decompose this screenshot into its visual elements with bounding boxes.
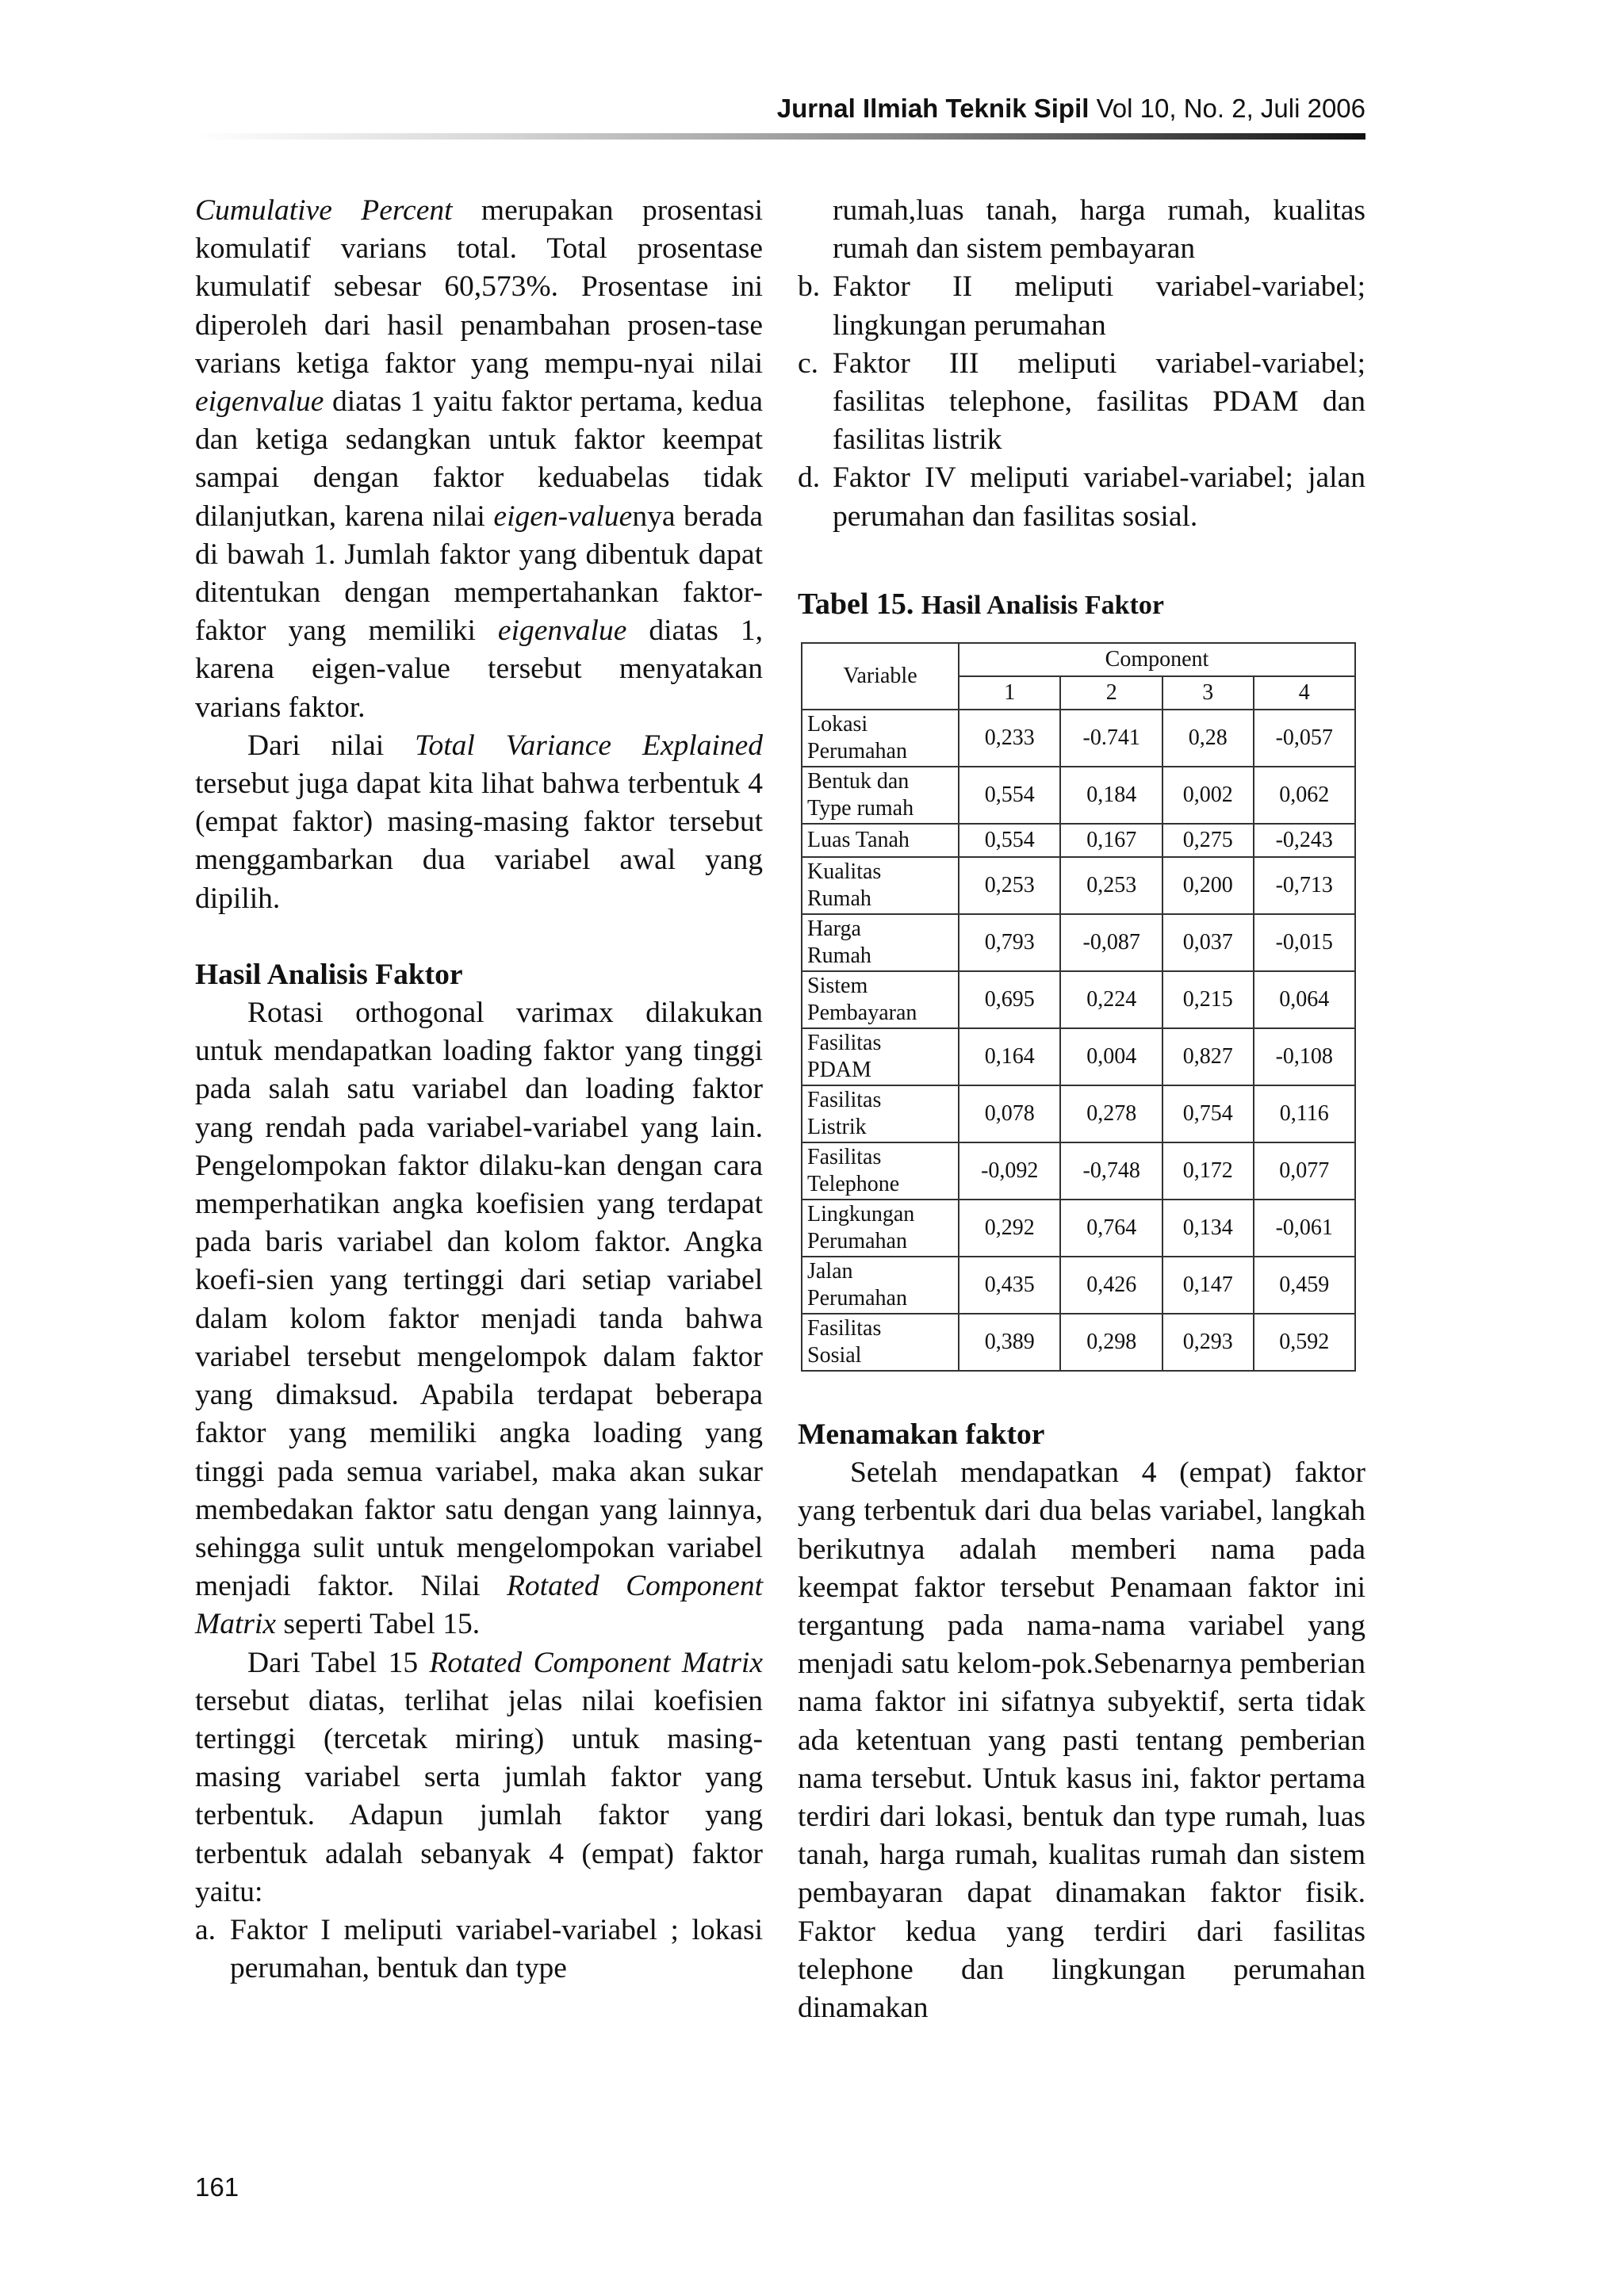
text: nya berada di bawah 1. Jumlah faktor yang dibentuk dapat ditentukan dengan mempertahankan faktor-faktor yang memiliki: [195, 499, 763, 648]
variable-cell: [802, 1142, 959, 1200]
table-row: [802, 824, 1355, 857]
loading-cell: 0,389: [959, 1314, 1060, 1371]
list-text: Faktor II meliputi variabel-variabel; lingkungan perumahan: [833, 270, 1365, 342]
loading-cell: 0,253: [959, 857, 1060, 914]
loading-cell: 0,435: [959, 1257, 1060, 1314]
loading-cell: 0,293: [1162, 1314, 1254, 1371]
text: seperti Tabel 15.: [276, 1608, 481, 1641]
loading-cell: 0,077: [1254, 1142, 1355, 1200]
caption-title: Hasil Analisis Faktor: [921, 590, 1164, 620]
loading-cell: 0,278: [1060, 1085, 1162, 1142]
list-marker-blank: [798, 192, 833, 268]
table-row: [802, 767, 1355, 824]
left-column: [195, 192, 763, 1988]
variable-label: Perumahan: [807, 739, 907, 764]
text: Rotasi orthogonal varimax dilakukan untuk mendapatkan loading faktor yang tinggi pada salah satu variabel dan loading faktor yang rendah pada variabel-variabel yang lain. Pengelompokan faktor dilaku-kan dengan cara memperhatikan angka koefisien yang terdapat pada baris variabel dan kolom faktor. Angka koefi-sien yang tertinggi dari setiap variabel dalam kolom faktor menjadi tanda bahwa variabel tersebut mengelompok dalam faktor yang dimaksud. Apabila terdapat beberapa faktor yang memiliki angka loading yang tinggi pada semua variabel, maka akan sukar membedakan faktor satu dengan yang lainnya, sehingga sulit untuk mengelompokan variabel menjadi faktor. Nilai: [195, 997, 763, 1603]
text: diatas 1, karena eigen-value tersebut menyatakan varians faktor.: [195, 614, 763, 724]
variable-label: Perumahan: [807, 1229, 907, 1254]
loading-cell: 0,164: [959, 1028, 1060, 1085]
list-item-a: [195, 1911, 763, 1988]
paragraph-menamakan: Setelah mendapatkan 4 (empat) faktor yang terbentuk dari dua belas variabel, langkah berikutnya adalah memberi nama pada keempat faktor tersebut Penamaan faktor ini tergantung pada nama-nama variabel yang menjadi satu kelom-pok.Sebenarnya pemberian nama faktor ini sifatnya subyektif, serta tidak ada ketentuan yang pasti tentang pemberian nama tersebut. Untuk kasus ini, faktor pertama terdiri dari lokasi, bentuk dan type rumah, luas tanah, harga rumah, kualitas rumah dan sistem pembayaran dapat dinamakan faktor fisik. Faktor kedua yang terdiri dari fasilitas telephone dan lingkungan perumahan dinamakan: [798, 1456, 1365, 2025]
variable-cell: [802, 1257, 959, 1314]
journal-name: Jurnal Ilmiah Teknik Sipil: [776, 94, 1090, 123]
loading-cell: 0,695: [959, 971, 1060, 1028]
variable-cell: [802, 1085, 959, 1142]
paragraph-dari-tabel: [195, 1644, 763, 1911]
loading-cell: 0,200: [1162, 857, 1254, 914]
variable-label: Fasilitas: [807, 1145, 882, 1170]
loading-cell: 0,426: [1060, 1257, 1162, 1314]
variable-cell: [802, 971, 959, 1028]
variable-cell: [802, 1028, 959, 1085]
variable-label: Luas Tanah: [807, 828, 910, 853]
table-row: [802, 971, 1355, 1028]
variable-header: Variable: [802, 643, 959, 710]
list-item-d: [798, 459, 1365, 535]
loading-cell: 0,253: [1060, 857, 1162, 914]
variable-label: Jalan: [807, 1259, 853, 1284]
paragraph-rotasi: [195, 994, 763, 1644]
variable-label: Type rumah: [807, 796, 914, 821]
loading-cell: 0,292: [959, 1200, 1060, 1257]
list-item-b: [798, 268, 1365, 344]
table-row: [802, 710, 1355, 767]
variable-label: Listrik: [807, 1115, 867, 1140]
term: eigenvalue: [497, 614, 627, 648]
variable-label: Kualitas: [807, 859, 882, 885]
loading-cell: 0,298: [1060, 1314, 1162, 1371]
loading-cell: -0,092: [959, 1142, 1060, 1200]
list-marker: d.: [798, 461, 821, 495]
term: Total Variance Explained: [415, 729, 763, 762]
loading-cell: 0,827: [1162, 1028, 1254, 1085]
loading-cell: 0,793: [959, 914, 1060, 971]
loading-cell: 0,134: [1162, 1200, 1254, 1257]
loading-cell: -0,108: [1254, 1028, 1355, 1085]
loading-cell: 0,037: [1162, 914, 1254, 971]
caption-label: Tabel 15.: [798, 587, 921, 621]
variable-cell: [802, 767, 959, 824]
text: tersebut diatas, terlihat jelas nilai koefisien tertinggi (tercetak miring) untuk masing-masing variabel serta jumlah faktor yang terbentuk. Adapun jumlah faktor yang terbentuk adalah sebanyak 4 (empat) faktor yaitu:: [195, 1684, 763, 1908]
paragraph-cumulative: [195, 192, 763, 727]
table-row: [802, 1257, 1355, 1314]
loading-cell: 0,459: [1254, 1257, 1355, 1314]
loading-cell: 0,215: [1162, 971, 1254, 1028]
variable-label: Sistem: [807, 974, 868, 999]
component-header: Component: [959, 643, 1355, 676]
column-header: 2: [1060, 676, 1162, 710]
loading-cell: 0,064: [1254, 971, 1355, 1028]
variable-label: Fasilitas: [807, 1088, 882, 1113]
column-header: 4: [1254, 676, 1355, 710]
text: merupakan prosentasi komulatif varians total. Total prosentase kumulatif sebesar 60,573%. Prosentase ini diperoleh dari hasil penambahan prosen-tase varians ketiga faktor yang mempu-nyai nilai: [195, 194, 763, 380]
page-number: 161: [195, 2172, 239, 2202]
journal-issue: Vol 10, No. 2, Juli 2006: [1089, 94, 1365, 123]
factor-table: [801, 642, 1356, 1372]
text: tersebut juga dapat kita lihat bahwa terbentuk 4 (empat faktor) masing-masing faktor tersebut menggambarkan dua variabel awal yang dipilih.: [195, 767, 763, 915]
variable-cell: [802, 857, 959, 914]
variable-label: Bentuk dan: [807, 769, 910, 794]
loading-cell: -0,243: [1254, 824, 1355, 857]
list-item-a-continued: [798, 192, 1365, 268]
loading-cell: 0,004: [1060, 1028, 1162, 1085]
term: Rotated Component Matrix: [429, 1646, 763, 1679]
paragraph-total-variance: [195, 727, 763, 918]
loading-cell: 0,078: [959, 1085, 1060, 1142]
section-heading: Menamakan faktor: [798, 1418, 1045, 1452]
variable-label: Lokasi: [807, 712, 868, 737]
list-marker: a.: [195, 1913, 216, 1946]
table-row: [802, 1142, 1355, 1200]
section-heading: Hasil Analisis Faktor: [195, 958, 463, 991]
variable-cell: [802, 1200, 959, 1257]
list-text: Faktor I meliputi variabel-variabel ; lokasi perumahan, bentuk dan type: [230, 1913, 763, 1985]
list-marker: c.: [798, 346, 819, 380]
loading-cell: 0,554: [959, 767, 1060, 824]
list-marker: b.: [798, 270, 821, 304]
variable-label: Rumah: [807, 886, 871, 912]
text: diatas 1 yaitu faktor pertama, kedua dan ketiga sedangkan untuk faktor keempat sampai dengan faktor keduabelas tidak dilanjutkan, karena nilai: [195, 385, 763, 533]
loading-cell: 0,592: [1254, 1314, 1355, 1371]
running-header: [195, 94, 1365, 124]
text: Dari nilai: [247, 729, 416, 762]
variable-label: Rumah: [807, 943, 871, 969]
variable-cell: [802, 1314, 959, 1371]
right-column: [798, 192, 1365, 2027]
loading-cell: -0,015: [1254, 914, 1355, 971]
table-row: [802, 1028, 1355, 1085]
loading-cell: -0,087: [1060, 914, 1162, 971]
loading-cell: 0,167: [1060, 824, 1162, 857]
column-header: 3: [1162, 676, 1254, 710]
variable-cell: [802, 914, 959, 971]
loading-cell: -0,713: [1254, 857, 1355, 914]
variable-cell: [802, 824, 959, 857]
term: eigen-value: [493, 499, 633, 533]
variable-label: Sosial: [807, 1343, 862, 1368]
loading-cell: 0,275: [1162, 824, 1254, 857]
loading-cell: 0,147: [1162, 1257, 1254, 1314]
loading-cell: -0,061: [1254, 1200, 1355, 1257]
table-caption: [798, 585, 1365, 625]
loading-cell: 0,002: [1162, 767, 1254, 824]
loading-cell: 0,554: [959, 824, 1060, 857]
variable-label: Telephone: [807, 1172, 900, 1197]
table-row: [802, 1200, 1355, 1257]
table-row: [802, 914, 1355, 971]
header-rule: [195, 133, 1365, 140]
list-text: Faktor IV meliputi variabel-variabel; jalan perumahan dan fasilitas sosial.: [833, 461, 1365, 533]
variable-label: Pembayaran: [807, 1001, 917, 1026]
variable-label: Lingkungan: [807, 1202, 915, 1227]
loading-cell: 0,764: [1060, 1200, 1162, 1257]
loading-cell: 0,233: [959, 710, 1060, 767]
loading-cell: 0,754: [1162, 1085, 1254, 1142]
loading-cell: -0.741: [1060, 710, 1162, 767]
list-text: rumah,luas tanah, harga rumah, kualitas rumah dan sistem pembayaran: [833, 194, 1365, 266]
term: Rotated Component Matrix: [195, 1570, 764, 1641]
loading-cell: 0,116: [1254, 1085, 1355, 1142]
variable-label: Perumahan: [807, 1286, 907, 1311]
loading-cell: 0,224: [1060, 971, 1162, 1028]
term: Cumulative Percent: [195, 194, 453, 227]
loading-cell: -0,748: [1060, 1142, 1162, 1200]
loading-cell: 0,062: [1254, 767, 1355, 824]
table-row: [802, 857, 1355, 914]
loading-cell: 0,28: [1162, 710, 1254, 767]
variable-cell: [802, 710, 959, 767]
loading-cell: 0,184: [1060, 767, 1162, 824]
variable-label: Harga: [807, 916, 861, 942]
variable-label: Fasilitas: [807, 1316, 882, 1341]
list-item-c: [798, 345, 1365, 460]
variable-label: Fasilitas: [807, 1031, 882, 1056]
column-header: 1: [959, 676, 1060, 710]
table-row: [802, 1314, 1355, 1371]
loading-cell: -0,057: [1254, 710, 1355, 767]
table-row: [802, 1085, 1355, 1142]
text: Dari Tabel 15: [247, 1646, 430, 1679]
list-text: Faktor III meliputi variabel-variabel; fasilitas telephone, fasilitas PDAM dan fasilitas listrik: [833, 346, 1365, 457]
loading-cell: 0,172: [1162, 1142, 1254, 1200]
term: eigenvalue: [195, 385, 324, 419]
variable-label: PDAM: [807, 1058, 871, 1083]
